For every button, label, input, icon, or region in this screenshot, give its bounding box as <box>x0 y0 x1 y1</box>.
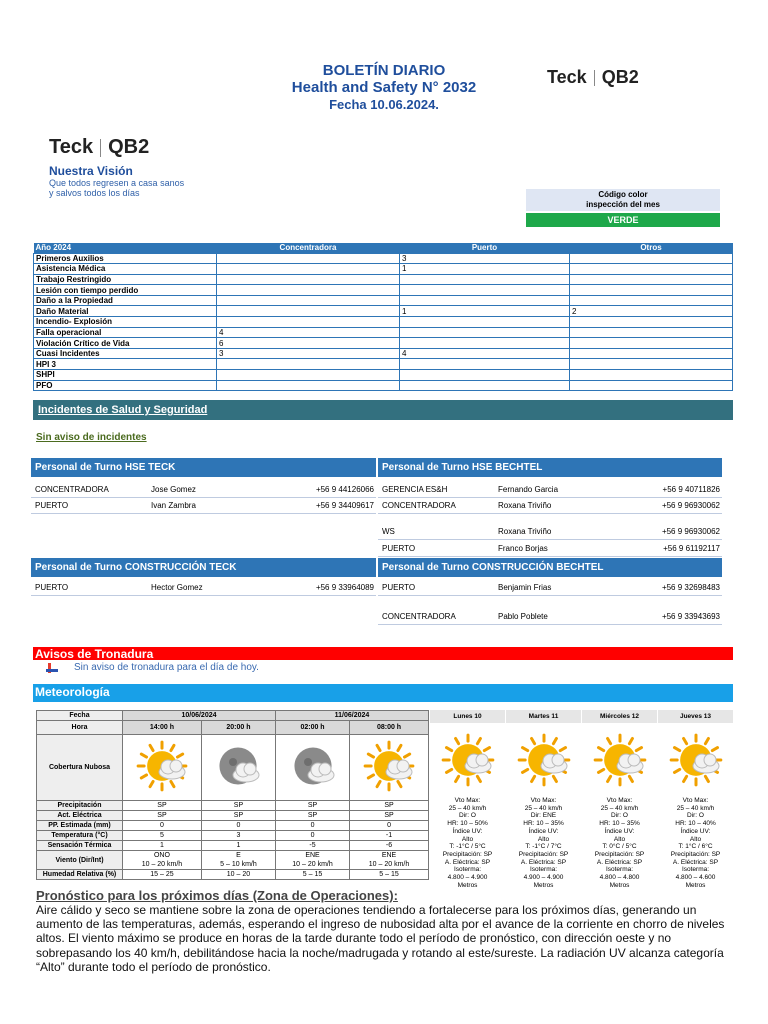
incident-type: Falla operacional <box>34 327 217 338</box>
weather-value: 5 – 15 <box>350 870 429 880</box>
forecast-day-name: Martes 11 <box>506 710 581 723</box>
incident-count <box>400 327 570 338</box>
weather-value: ENE 10 – 20 km/h <box>350 851 429 870</box>
incident-count: 1 <box>400 264 570 275</box>
weather-value: SP <box>350 801 429 811</box>
weather-value: 15 – 25 <box>123 870 202 880</box>
incident-count <box>217 317 400 328</box>
forecast-detail: 25 – 40 km/h <box>676 804 715 812</box>
shift-area: CONCENTRADORA <box>382 501 456 510</box>
shift-phone: +56 9 34409617 <box>315 501 374 510</box>
col-header: Concentradora <box>217 243 400 253</box>
incident-count <box>400 380 570 391</box>
code-value: VERDE <box>526 213 720 227</box>
incident-table <box>33 243 733 391</box>
incident-row <box>34 327 733 338</box>
incident-count <box>217 264 400 275</box>
shift-person: Hector Gomez <box>151 583 203 592</box>
col-header: Puerto <box>400 243 570 253</box>
incident-count <box>570 338 733 349</box>
shift-person: Benjamin Frias <box>498 583 552 592</box>
forecast-detail: Alto <box>613 835 626 843</box>
weather-row-label: PP. Estimada (mm) <box>37 821 123 831</box>
incident-type: Primeros Auxilios <box>34 253 217 264</box>
incident-count: 3 <box>400 253 570 264</box>
forecast-detail: Alto <box>461 835 474 843</box>
incident-count: 6 <box>217 338 400 349</box>
shift-person: Jose Gomez <box>151 485 196 494</box>
shift-area: GERENCIA ES&H <box>382 485 448 494</box>
forecast-day <box>430 710 505 889</box>
weather-value: 1 <box>201 841 275 851</box>
incident-type: SHPI <box>34 370 217 381</box>
incident-count <box>570 380 733 391</box>
incident-count <box>217 306 400 317</box>
forecast-day-name: Jueves 13 <box>658 710 733 723</box>
weather-value: SP <box>275 811 349 821</box>
forecast-detail: A. Eléctrica: SP <box>444 858 491 866</box>
shift-phone: +56 9 33943693 <box>661 612 720 621</box>
forecast-detail: Índice UV: <box>528 827 559 835</box>
meteo-bar: Meteorología <box>33 684 733 702</box>
weather-row <box>37 821 429 831</box>
weather-value: ENE 10 – 20 km/h <box>275 851 349 870</box>
shift-area: CONCENTRADORA <box>382 612 456 621</box>
forecast-detail: 4.900 – 4.900 <box>523 874 564 882</box>
incident-row <box>34 295 733 306</box>
shift-area: PUERTO <box>382 544 416 553</box>
hour-header: 08:00 h <box>350 721 429 735</box>
incident-row <box>34 370 733 381</box>
weather-value: SP <box>201 801 275 811</box>
shift-area: PUERTO <box>382 583 416 592</box>
incident-count <box>570 327 733 338</box>
forecast-detail: Precipitación: SP <box>518 850 569 858</box>
shift-row <box>378 524 722 540</box>
incident-count <box>400 359 570 370</box>
incident-count <box>217 370 400 381</box>
incident-row <box>34 338 733 349</box>
shift-phone: +56 9 32698483 <box>661 583 720 592</box>
forecast-detail: Metros <box>457 881 478 889</box>
shift-row <box>31 580 376 596</box>
code-label: inspección del mes <box>586 200 660 209</box>
forecast-body: Aire cálido y seco se mantiene sobre la zona de operaciones tendiendo a fortalecerse para los próximos días, generando un aumento de las temperaturas, además, esperando el ingreso de nubosidad alta por el avance de la corriente en chorro de niveles altos. El viento máximo se produce en horas de la tarde durante todo el período de pronóstico, con dirección oeste y no sobrepasando los 40 km/h, debilitándose hacia la noche/madrugada y rotando al este/sureste. La radiación UV alcanza categoría “Alto” durante todo el período de pronóstico. <box>36 903 725 974</box>
weather-value: SP <box>201 811 275 821</box>
forecast-title: Pronóstico para los próximos días (Zona de Operaciones): <box>36 888 398 903</box>
forecast-day <box>658 710 733 889</box>
weather-row <box>37 735 429 801</box>
forecast-detail: Vto Max: <box>606 797 633 804</box>
shift-phone: +56 9 44126066 <box>315 485 374 494</box>
forecast-detail: Metros <box>533 881 554 889</box>
weather-row <box>37 841 429 851</box>
weather-value: E 5 – 10 km/h <box>201 851 275 870</box>
incident-type: PFO <box>34 380 217 391</box>
weather-value: -6 <box>350 841 429 851</box>
hour-header: 02:00 h <box>275 721 349 735</box>
forecast-detail: 4.800 – 4.800 <box>599 874 640 882</box>
tronadura-bar: Avisos de Tronadura <box>33 647 733 660</box>
shift-phone: +56 9 61192117 <box>663 544 720 553</box>
incident-type: Incendio- Explosión <box>34 317 217 328</box>
sun-cloud-icon <box>582 723 657 797</box>
weather-value: SP <box>123 811 202 821</box>
forecast-detail: 25 – 40 km/h <box>448 804 487 812</box>
incident-count <box>217 253 400 264</box>
forecast-detail: A. Eléctrica: SP <box>520 858 567 866</box>
forecast-detail: A. Eléctrica: SP <box>672 858 719 866</box>
shift-area: CONCENTRADORA <box>35 485 109 494</box>
incident-count <box>570 264 733 275</box>
shift-phone: +56 9 96930062 <box>661 501 720 510</box>
forecast-detail: Alto <box>537 835 550 843</box>
forecast-detail: A. Eléctrica: SP <box>596 858 643 866</box>
incident-row <box>34 380 733 391</box>
forecast-detail: Alto <box>689 835 702 843</box>
forecast-detail: 25 – 40 km/h <box>600 804 639 812</box>
incident-row <box>34 348 733 359</box>
shift-area: WS <box>382 527 395 536</box>
incident-count <box>400 338 570 349</box>
incident-count <box>217 285 400 296</box>
incident-count <box>570 348 733 359</box>
incident-count <box>570 253 733 264</box>
shift-area: PUERTO <box>35 501 69 510</box>
incident-row <box>34 264 733 275</box>
weather-row-label: Sensación Térmica <box>37 841 123 851</box>
incident-type: Asistencia Médica <box>34 264 217 275</box>
shift-cons-bechtel-header: Personal de Turno CONSTRUCCIÓN BECHTEL <box>378 558 722 577</box>
shift-row <box>378 580 722 596</box>
fecha-label: Fecha <box>37 711 123 721</box>
incident-row <box>34 285 733 296</box>
weather-value: 3 <box>201 831 275 841</box>
incident-row <box>34 306 733 317</box>
incident-row <box>34 274 733 285</box>
shift-person: Franco Borjas <box>498 544 548 553</box>
forecast-detail: Dir: O <box>687 812 704 820</box>
weather-row-label: Act. Eléctrica <box>37 811 123 821</box>
vision-line: Que todos regresen a casa sanos <box>49 178 185 188</box>
teck-qb2-logo: Teck QB2 <box>547 67 639 87</box>
weather-value: 0 <box>123 821 202 831</box>
shift-phone: +56 9 96930062 <box>661 527 720 536</box>
forecast-detail: Vto Max: <box>530 797 557 804</box>
weather-row <box>37 811 429 821</box>
weather-value: 5 – 15 <box>275 870 349 880</box>
sun-cloud-icon <box>123 735 202 801</box>
shift-person: Pablo Poblete <box>498 612 548 621</box>
weather-row <box>37 870 429 880</box>
forecast-day-name: Miércoles 12 <box>582 710 657 723</box>
incident-count <box>400 370 570 381</box>
shift-row <box>31 482 376 498</box>
incident-type: Trabajo Restringido <box>34 274 217 285</box>
hora-label: Hora <box>37 721 123 735</box>
incident-type: Lesión con tiempo perdido <box>34 285 217 296</box>
weather-value: 1 <box>123 841 202 851</box>
incident-count <box>400 285 570 296</box>
incident-count <box>570 317 733 328</box>
shift-phone: +56 9 33964089 <box>315 583 374 592</box>
forecast-detail: T: -1°C / 7°C <box>525 843 562 851</box>
date-header: 11/06/2024 <box>275 711 428 721</box>
col-header: Año 2024 <box>34 243 217 253</box>
forecast-detail: Isoterma: <box>453 866 482 874</box>
incident-count: 4 <box>217 327 400 338</box>
forecast-detail: Precipitación: SP <box>594 850 645 858</box>
weather-value: 0 <box>201 821 275 831</box>
incident-count <box>217 380 400 391</box>
forecast-detail: Vto Max: <box>454 797 481 804</box>
forecast-detail: Metros <box>685 881 706 889</box>
forecast-detail: Dir: O <box>459 812 476 820</box>
weather-row-label: Viento (Dir/Int) <box>37 851 123 870</box>
code-label: Código color <box>598 190 648 199</box>
incident-row <box>34 317 733 328</box>
vision-block <box>49 164 184 198</box>
bulletin-title: BOLETÍN DIARIO <box>322 62 446 79</box>
incident-count <box>217 295 400 306</box>
shift-person: Fernando Garcia <box>498 485 559 494</box>
forecast-day <box>582 710 657 889</box>
forecast-day <box>506 710 581 889</box>
weather-value: SP <box>275 801 349 811</box>
forecast-detail: T: -1°C / 5°C <box>449 843 486 851</box>
shift-area: PUERTO <box>35 583 69 592</box>
forecast-detail: Isoterma: <box>529 866 558 874</box>
bulletin-header <box>200 62 568 113</box>
shift-person: Ivan Zambra <box>151 501 196 510</box>
incident-count: 4 <box>400 348 570 359</box>
forecast-day-name: Lunes 10 <box>430 710 505 723</box>
weather-value: -5 <box>275 841 349 851</box>
incident-count <box>217 359 400 370</box>
shift-phone: +56 9 40711826 <box>662 485 720 494</box>
shift-row <box>378 541 722 557</box>
incident-count <box>400 295 570 306</box>
shift-hse-bechtel-header: Personal de Turno HSE BECHTEL <box>378 458 722 477</box>
weather-table <box>36 710 429 880</box>
incident-count <box>400 317 570 328</box>
no-incidents-note: Sin aviso de incidentes <box>36 432 147 443</box>
shift-row <box>378 609 722 625</box>
forecast-detail: Índice UV: <box>452 827 483 835</box>
forecast-detail: HR: 10 – 40% <box>675 820 716 828</box>
weather-value: 0 <box>275 821 349 831</box>
shift-row <box>378 498 722 514</box>
incident-type: Daño Material <box>34 306 217 317</box>
weather-value: 10 – 20 <box>201 870 275 880</box>
incident-type: Cuasi Incidentes <box>34 348 217 359</box>
weather-row-label: Temperatura (°C) <box>37 831 123 841</box>
incident-type: Violación Crítico de Vida <box>34 338 217 349</box>
col-header: Otros <box>570 243 733 253</box>
sun-cloud-icon <box>506 723 581 797</box>
forecast-detail: HR: 10 – 35% <box>599 820 640 828</box>
forecast-detail: Isoterma: <box>605 866 634 874</box>
pin-icon <box>46 663 58 673</box>
shift-hse-teck-header: Personal de Turno HSE TECK <box>31 458 376 477</box>
incident-count <box>570 359 733 370</box>
bulletin-number: Health and Safety N° 2032 <box>291 79 477 96</box>
incident-count: 3 <box>217 348 400 359</box>
inspection-color-code <box>526 189 720 227</box>
hour-header: 20:00 h <box>201 721 275 735</box>
vision-line: y salvos todos los días <box>49 188 140 198</box>
weather-value: ONO 10 – 20 km/h <box>123 851 202 870</box>
forecast-detail: Precipitación: SP <box>442 850 493 858</box>
forecast-detail: Índice UV: <box>604 827 635 835</box>
incident-count <box>570 370 733 381</box>
teck-qb2-logo-secondary: Teck QB2 <box>49 136 150 158</box>
forecast-detail: 4.800 – 4.600 <box>675 874 716 882</box>
incident-count: 2 <box>570 306 733 317</box>
weather-value: -1 <box>350 831 429 841</box>
incident-count <box>570 285 733 296</box>
moon-cloud-icon <box>201 735 275 801</box>
forecast-detail: Metros <box>609 881 630 889</box>
incident-type: HPI 3 <box>34 359 217 370</box>
moon-cloud-icon <box>275 735 349 801</box>
incident-count <box>570 295 733 306</box>
weather-value: SP <box>350 811 429 821</box>
shift-row <box>378 482 722 498</box>
weather-value: 0 <box>350 821 429 831</box>
weather-row-label: Precipitación <box>37 801 123 811</box>
sun-cloud-icon <box>350 735 429 801</box>
sun-cloud-icon <box>430 723 505 797</box>
incident-count <box>400 274 570 285</box>
incident-count: 1 <box>400 306 570 317</box>
forecast-detail: Índice UV: <box>680 827 711 835</box>
incident-row <box>34 253 733 264</box>
weather-value: 0 <box>275 831 349 841</box>
weather-value: 5 <box>123 831 202 841</box>
bulletin-date: Fecha 10.06.2024. <box>329 97 439 112</box>
shift-cons-teck-header: Personal de Turno CONSTRUCCIÓN TECK <box>31 558 376 577</box>
forecast-detail: 4.800 – 4.900 <box>447 874 488 882</box>
incident-count <box>217 274 400 285</box>
forecast-detail: T: 0°C / 5°C <box>602 843 637 851</box>
sun-cloud-icon <box>658 723 733 797</box>
forecast-detail: 25 – 40 km/h <box>524 804 563 812</box>
forecast-detail: Precipitación: SP <box>670 850 721 858</box>
forecast-detail: Dir: O <box>611 812 628 820</box>
incident-count <box>570 274 733 285</box>
weather-row-label: Humedad Relativa (%) <box>37 870 123 880</box>
incident-type: Daño a la Propiedad <box>34 295 217 306</box>
weather-row <box>37 801 429 811</box>
forecast-detail: Vto Max: <box>682 797 709 804</box>
forecast-detail: T: 1°C / 6°C <box>678 843 713 851</box>
vision-title: Nuestra Visión <box>49 164 133 178</box>
forecast-detail: HR: 10 – 50% <box>447 820 488 828</box>
shift-row <box>31 498 376 514</box>
date-header: 10/06/2024 <box>123 711 276 721</box>
shift-person: Roxana Triviño <box>498 527 552 536</box>
forecast-detail: Isoterma: <box>681 866 710 874</box>
weather-row-label: Cobertura Nubosa <box>37 735 123 801</box>
hour-header: 14:00 h <box>123 721 202 735</box>
shift-person: Roxana Triviño <box>498 501 552 510</box>
health-section-bar: Incidentes de Salud y Seguridad <box>33 400 733 420</box>
forecast-detail: HR: 10 – 35% <box>523 820 564 828</box>
weather-row <box>37 851 429 870</box>
incident-row <box>34 359 733 370</box>
tronadura-note: Sin aviso de tronadura para el día de hoy. <box>46 662 259 673</box>
forecast-detail: Dir: ENE <box>530 812 557 820</box>
weather-row <box>37 831 429 841</box>
weather-value: SP <box>123 801 202 811</box>
